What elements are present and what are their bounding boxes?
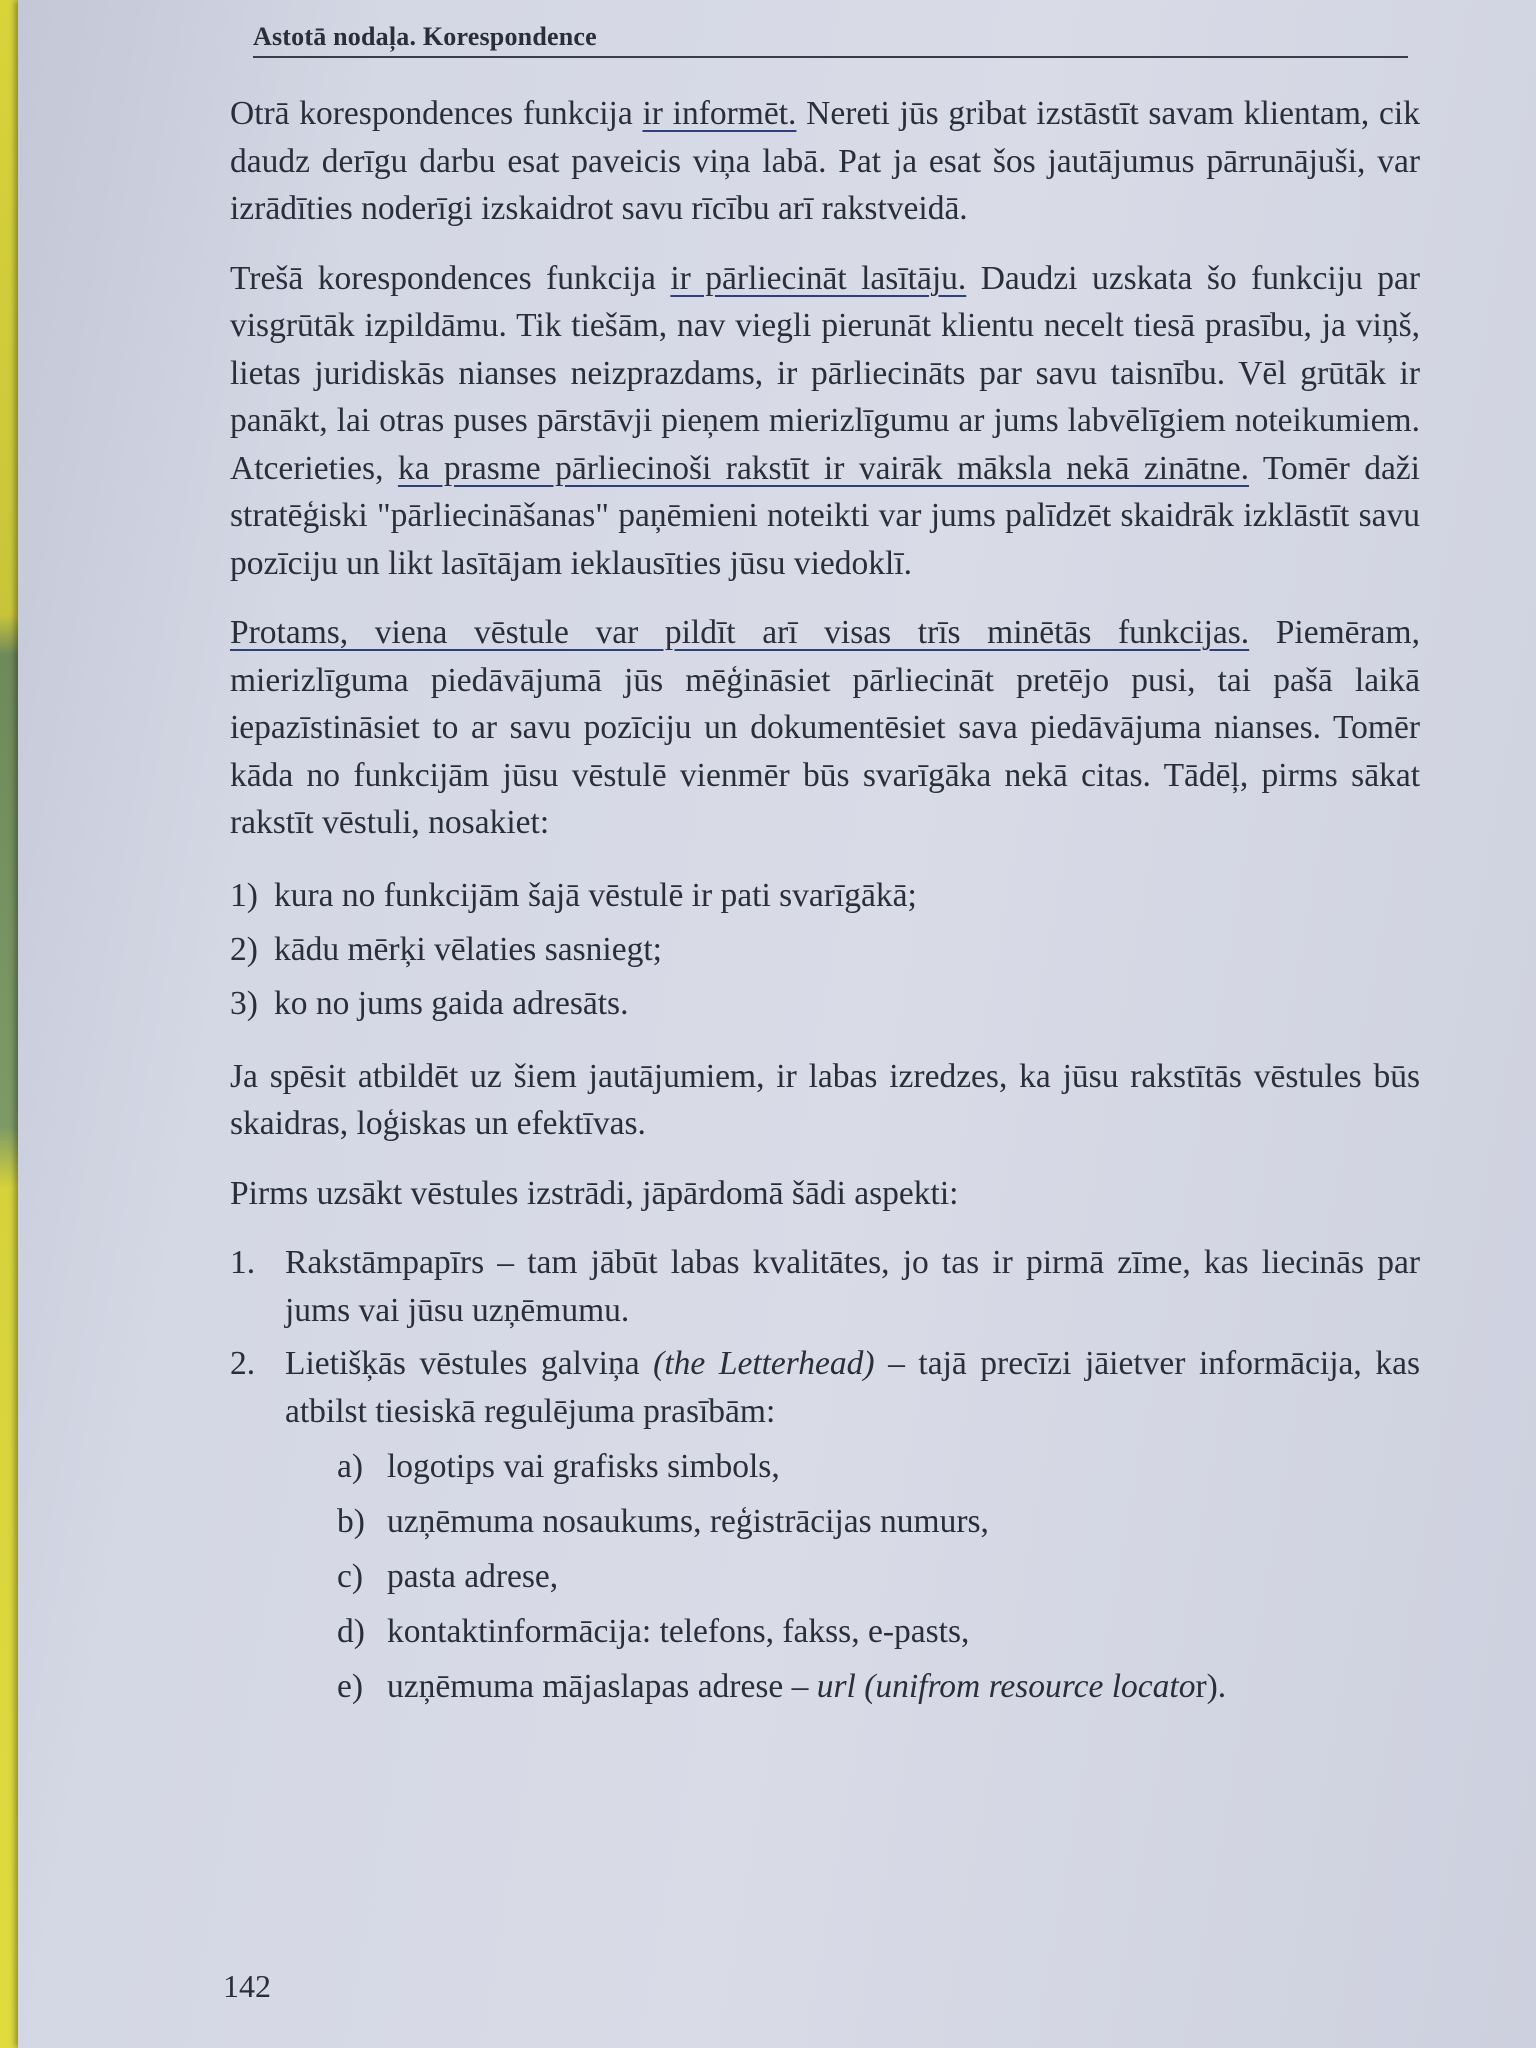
item-text: ko no jums gaida adresāts. (274, 984, 629, 1022)
text: r). (1195, 1668, 1227, 1705)
item-text: uzņēmuma nosaukums, reģistrācijas numurs, (387, 1503, 989, 1540)
item-text: – tajā precīzi jāietver informācija, kas atbilst tiesiskā regulējuma prasībām: (285, 1345, 1420, 1430)
text: Trešā korespondences funkcija (230, 259, 671, 297)
list-item (230, 869, 1420, 923)
text: uzņēmuma mājaslapas adrese – (387, 1668, 817, 1705)
text: Daudzi uzskata šo funkciju par visgrūtāk izpildāmu. Tik tiešām, nav viegli pierunāt klientu necelt tiesā prasību, ja viņš, lietas juridiskās nianses neizprazdams, ir pārliecināts par savu taisnību. Vēl grūtāk ir panākt, lai otras puses pārstāvji pieņem mierizlīgumu ar jums labvēlīgiem noteikumiem. Atcerieties, (230, 259, 1421, 487)
question-list (230, 869, 1420, 1031)
paragraph-2 (230, 255, 1420, 588)
item-letter: a) (337, 1448, 364, 1485)
item-content (285, 1340, 1420, 1714)
sub-item (337, 1659, 1420, 1714)
text: Tomēr daži stratēģiski "pārliecināšanas" paņēmieni noteikti var jums palīdzēt skaidrāk izklāstīt savu pozīciju un likt lasītājam ieklausīties jūsu viedoklī. (230, 449, 1420, 582)
italic-text: (the Letterhead) (653, 1345, 875, 1382)
page-body (230, 90, 1420, 1720)
text: Nereti jūs gribat izstāstīt savam klientam, cik daudz derīgu darbu esat paveicis viņa labā. Pat ja esat šos jautājumus pārrunājuši, var izrādīties noderīgi izskaidrot savu rīcību arī rakstveidā. (230, 95, 1420, 227)
item-text: Lietišķās vēstules galviņa (285, 1345, 654, 1382)
item-text (387, 1659, 1226, 1714)
book-page (18, 0, 1536, 2048)
running-head: Astotā nodaļa. Korespondence (253, 22, 1408, 58)
italic-text: url (unifrom resource locato (816, 1668, 1196, 1705)
item-text: kura no funkcijām šajā vēstulē ir pati svarīgākā; (274, 876, 917, 914)
list-item (230, 1340, 1420, 1714)
list-item (230, 977, 1420, 1031)
item-letter: b) (337, 1503, 365, 1540)
item-number: 1. (230, 1244, 256, 1281)
item-number: 1) (230, 876, 258, 914)
sub-item (337, 1494, 1420, 1549)
underlined-text: ka prasme pārliecinoši rakstīt ir vairāk māksla nekā zinātne. (397, 449, 1249, 487)
sub-item (337, 1439, 1420, 1494)
underlined-text: Protams, viena vēstule var pildīt arī visas trīs minētās funkcijas. (230, 614, 1250, 651)
item-text: kādu mērķi vēlaties sasniegt; (274, 930, 662, 968)
list-item (230, 1239, 1420, 1334)
underlined-text: ir pārliecināt lasītāju. (670, 259, 967, 297)
list-item (230, 923, 1420, 977)
item-text: Rakstāmpapīrs – tam jābūt labas kvalitātes, jo tas ir pirmā zīme, kas liecinās par jums vai jūsu uzņēmumu. (285, 1244, 1420, 1329)
item-letter: c) (337, 1558, 364, 1595)
sub-item (337, 1604, 1420, 1659)
item-letter: e) (337, 1668, 364, 1705)
aspects-list (230, 1239, 1420, 1714)
sub-item (337, 1549, 1420, 1604)
underlined-text: ir informēt. (642, 95, 797, 132)
paragraph-5: Pirms uzsākt vēstules izstrādi, jāpārdomā šādi aspekti: (230, 1174, 959, 1212)
paragraph-4: Ja spēsit atbildēt uz šiem jautājumiem, ir labas izredzes, ka jūsu rakstītās vēstules būs skaidras, loģiskas un efektīvas. (230, 1057, 1420, 1142)
paragraph-1 (230, 90, 1420, 233)
item-text: logotips vai grafisks simbols, (387, 1448, 780, 1485)
item-text: pasta adrese, (387, 1558, 559, 1595)
paragraph-3 (230, 609, 1420, 847)
text: Piemēram, mierizlīguma piedāvājumā jūs mēģināsiet pārliecināt pretējo pusi, tai pašā laikā iepazīstināsiet to ar savu pozīciju un dokumentēsiet sava piedāvājuma nianses. Tomēr kāda no funkcijām jūsu vēstulē vienmēr būs svarīgāka nekā citas. Tādēļ, pirms sākat rakstīt vēstuli, nosakiet: (230, 614, 1420, 841)
item-letter: d) (337, 1613, 365, 1650)
page-number: 142 (223, 1968, 271, 2004)
sub-list (337, 1439, 1420, 1714)
item-text: kontaktinformācija: telefons, fakss, e-pasts, (387, 1613, 970, 1650)
text: Otrā korespondences funkcija (230, 95, 643, 132)
item-number: 3) (230, 984, 258, 1022)
item-number: 2. (230, 1345, 256, 1382)
item-number: 2) (230, 930, 258, 968)
